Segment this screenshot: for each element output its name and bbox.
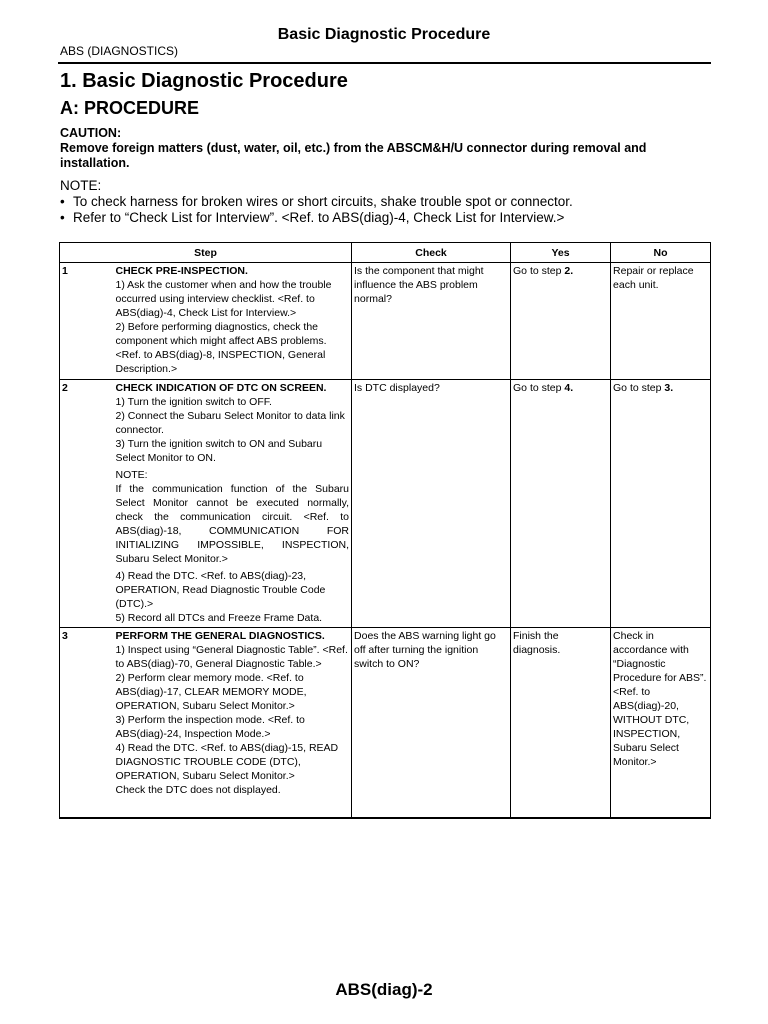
page-header-section: ABS (DIAGNOSTICS)	[60, 44, 179, 58]
check-cell: Does the ABS warning light go off after turning the ignition switch to ON?	[352, 628, 511, 818]
step-line: Check the DTC does not displayed.	[115, 784, 281, 796]
check-cell: Is DTC displayed?	[352, 380, 511, 628]
check-cell: Is the component that might influence the ABS problem normal?	[352, 263, 511, 380]
table-row	[60, 628, 711, 818]
step-line: 2) Connect the Subaru Select Monitor to data link connector.	[115, 410, 345, 436]
step-line: 2) Before performing diagnostics, check the component which might affect ABS problems. <Ref. to ABS(diag)-8, INSPECTION, General Description.>	[115, 321, 327, 375]
yes-text: Go to step	[513, 382, 565, 394]
header-no: No	[611, 243, 711, 263]
note-item: • To check harness for broken wires or short circuits, shake trouble spot or connector.	[60, 194, 710, 210]
yes-cell	[511, 380, 611, 628]
step-number: 1	[60, 263, 114, 380]
step-title: CHECK INDICATION OF DTC ON SCREEN.	[115, 382, 327, 394]
step-line: 2) Perform clear memory mode. <Ref. to ABS(diag)-17, CLEAR MEMORY MODE, OPERATION, Subaru Select Monitor.>	[115, 672, 307, 712]
step-cell	[114, 628, 352, 818]
page-header-title: Basic Diagnostic Procedure	[277, 26, 491, 43]
step-line: 4) Read the DTC. <Ref. to ABS(diag)-15, READ DIAGNOSTIC TROUBLE CODE (DTC), OPERATION, Subaru Select Monitor.>	[115, 742, 339, 782]
yes-step-ref: 4.	[564, 382, 574, 394]
step-number: 3	[60, 628, 114, 818]
section-heading: 1. Basic Diagnostic Procedure	[60, 70, 348, 92]
note-list	[60, 194, 710, 226]
yes-cell	[511, 628, 611, 818]
table-row	[60, 380, 711, 628]
table-row	[60, 263, 711, 380]
no-cell	[611, 263, 711, 380]
step-cell	[114, 263, 352, 380]
no-text: Check in accordance with “Diagnostic Procedure for ABS”. <Ref. to ABS(diag)-20, WITHOUT DTC, INSPECTION, Subaru Select Monitor.>	[613, 630, 707, 768]
step-cell	[114, 380, 352, 628]
no-cell	[611, 380, 711, 628]
yes-text: Finish the diagnosis.	[513, 630, 561, 656]
step-title: PERFORM THE GENERAL DIAGNOSTICS.	[115, 630, 325, 642]
caution-block	[60, 126, 710, 171]
step-line: 5) Record all DTCs and Freeze Frame Data.	[115, 612, 323, 624]
step-note	[116, 468, 350, 566]
header-yes: Yes	[511, 243, 611, 263]
no-text: Repair or replace each unit.	[613, 265, 694, 291]
yes-cell	[511, 263, 611, 380]
note-item: • Refer to “Check List for Interview”. <Ref. to ABS(diag)-4, Check List for Interview.>	[60, 210, 710, 226]
step-line: 1) Inspect using “General Diagnostic Table”. <Ref. to ABS(diag)-70, General Diagnostic Table.>	[115, 644, 348, 670]
step-number: 2	[60, 380, 114, 628]
procedure-table	[59, 242, 711, 819]
yes-step-ref: 2.	[564, 265, 574, 277]
subsection-heading: A: PROCEDURE	[60, 98, 200, 118]
header-check: Check	[352, 243, 511, 263]
note-label: NOTE:	[60, 178, 102, 193]
step-note-text: If the communication function of the Subaru Select Monitor cannot be executed normally, check the communication circuit. <Ref. to ABS(diag)-18, COMMUNICATION FOR INITIALIZING IMPOSSIBLE, INSPECTION, Subaru Select Monitor.>	[115, 483, 350, 565]
caution-label: CAUTION:	[60, 126, 122, 140]
no-cell	[611, 628, 711, 818]
step-title: CHECK PRE-INSPECTION.	[115, 265, 248, 277]
step-line: 1) Ask the customer when and how the trouble occurred using interview checklist. <Ref. to ABS(diag)-4, Check List for Interview.>	[115, 279, 332, 319]
caution-text: Remove foreign matters (dust, water, oil, etc.) from the ABSCM&H/U connector during removal and installation.	[60, 141, 647, 170]
yes-text: Go to step	[513, 265, 565, 277]
no-step-ref: 3.	[664, 382, 674, 394]
header-step: Step	[60, 243, 352, 263]
page-footer: ABS(diag)-2	[335, 980, 433, 999]
no-text: Go to step	[613, 382, 665, 394]
step-note-label: NOTE:	[115, 469, 148, 481]
table-header-row	[60, 243, 711, 263]
header-rule	[58, 62, 711, 64]
step-line: 3) Perform the inspection mode. <Ref. to ABS(diag)-24, Inspection Mode.>	[115, 714, 305, 740]
note-block	[60, 178, 710, 226]
step-line: 4) Read the DTC. <Ref. to ABS(diag)-23, OPERATION, Read Diagnostic Trouble Code (DTC).>	[115, 570, 326, 610]
step-line: 1) Turn the ignition switch to OFF.	[115, 396, 272, 408]
step-line: 3) Turn the ignition switch to ON and Subaru Select Monitor to ON.	[115, 438, 323, 464]
